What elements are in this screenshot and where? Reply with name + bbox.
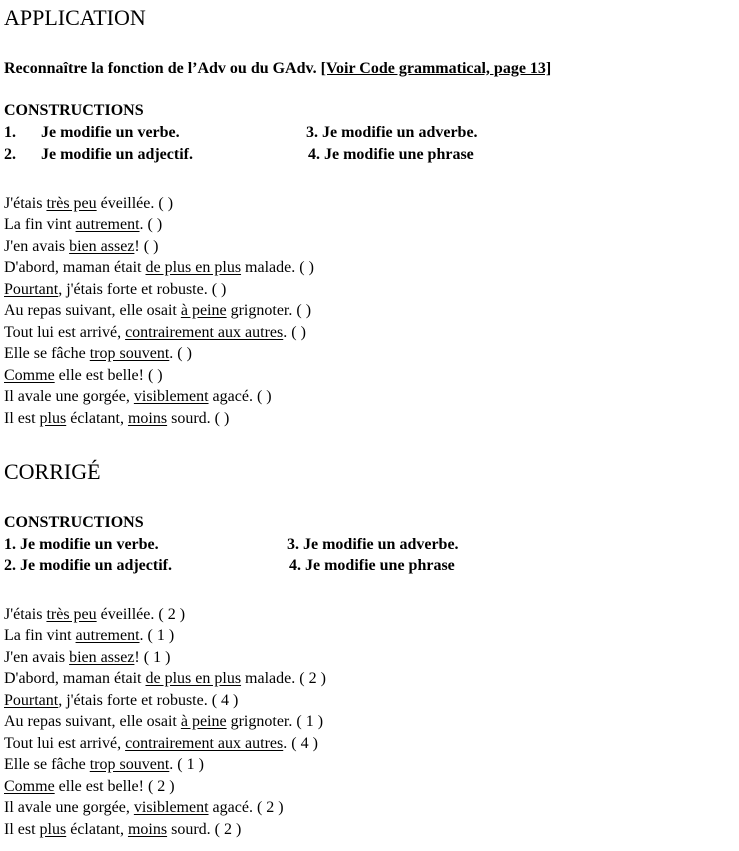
exercise-sentence: Il est plus éclatant, moins sourd. ( ) xyxy=(4,410,230,427)
exercise-sentence: Il avale une gorgée, visiblement agacé. ( ) xyxy=(4,388,272,405)
corrige-construction-item-4: 4. Je modifie une phrase xyxy=(289,557,455,574)
answer-sentence: J'en avais bien assez! ( 1 ) xyxy=(4,649,171,666)
constructions-title: CONSTRUCTIONS xyxy=(4,102,144,119)
construction-item-3 xyxy=(306,124,478,142)
construction-number: 2. xyxy=(4,146,16,163)
corrige-constructions-title: CONSTRUCTIONS xyxy=(4,514,144,531)
exercise-sentence: Comme elle est belle! ( ) xyxy=(4,367,163,384)
corrige-construction-item-3: 3. Je modifie un adverbe. xyxy=(287,536,459,553)
construction-number: 4. xyxy=(308,146,320,163)
answer-sentence: Elle se fâche trop souvent. ( 1 ) xyxy=(4,756,204,773)
exercise-sentence: J'en avais bien assez! ( ) xyxy=(4,238,159,255)
exercise-sentence: J'étais très peu éveillée. ( ) xyxy=(4,195,174,212)
exercise-sentence: Tout lui est arrivé, contrairement aux autres. ( ) xyxy=(4,324,306,341)
construction-item-2 xyxy=(4,146,193,164)
construction-item-4 xyxy=(308,146,474,164)
application-heading: APPLICATION xyxy=(4,5,146,30)
answer-sentence: La fin vint autrement. ( 1 ) xyxy=(4,627,175,644)
construction-label: Je modifie un adjectif. xyxy=(41,146,193,163)
answer-sentence: Pourtant, j'étais forte et robuste. ( 4 ) xyxy=(4,692,239,709)
corrige-construction-item-1: 1. Je modifie un verbe. xyxy=(4,536,159,553)
answer-sentence: Il avale une gorgée, visiblement agacé. ( 2 ) xyxy=(4,799,284,816)
corrige-construction-item-2: 2. Je modifie un adjectif. xyxy=(4,557,172,574)
answer-sentence: D'abord, maman était de plus en plus malade. ( 2 ) xyxy=(4,670,326,687)
construction-label: Je modifie un verbe. xyxy=(41,124,180,141)
answer-sentence: Tout lui est arrivé, contrairement aux autres. ( 4 ) xyxy=(4,735,318,752)
code-grammatical-link[interactable]: [Voir Code grammatical, page 13] xyxy=(320,60,552,77)
construction-number: 1. xyxy=(4,124,16,141)
answer-sentence: Comme elle est belle! ( 2 ) xyxy=(4,778,175,795)
construction-number: 3. xyxy=(306,124,318,141)
answer-sentence: J'étais très peu éveillée. ( 2 ) xyxy=(4,606,186,623)
answer-sentence: Au repas suivant, elle osait à peine grignoter. ( 1 ) xyxy=(4,713,324,730)
exercise-sentence: D'abord, maman était de plus en plus malade. ( ) xyxy=(4,259,314,276)
exercise-sentence: Au repas suivant, elle osait à peine grignoter. ( ) xyxy=(4,302,312,319)
exercise-sentence: Pourtant, j'étais forte et robuste. ( ) xyxy=(4,281,227,298)
exercise-sentence: La fin vint autrement. ( ) xyxy=(4,216,163,233)
construction-item-1 xyxy=(4,124,180,142)
answer-sentence: Il est plus éclatant, moins sourd. ( 2 ) xyxy=(4,821,242,838)
instruction-text: Reconnaître la fonction de l’Adv ou du GAdv. xyxy=(4,60,317,77)
exercise-sentence: Elle se fâche trop souvent. ( ) xyxy=(4,345,192,362)
construction-label: Je modifie une phrase xyxy=(324,146,474,163)
corrige-heading: CORRIGÉ xyxy=(4,459,101,484)
instruction-line xyxy=(4,60,551,78)
construction-label: Je modifie un adverbe. xyxy=(322,124,478,141)
